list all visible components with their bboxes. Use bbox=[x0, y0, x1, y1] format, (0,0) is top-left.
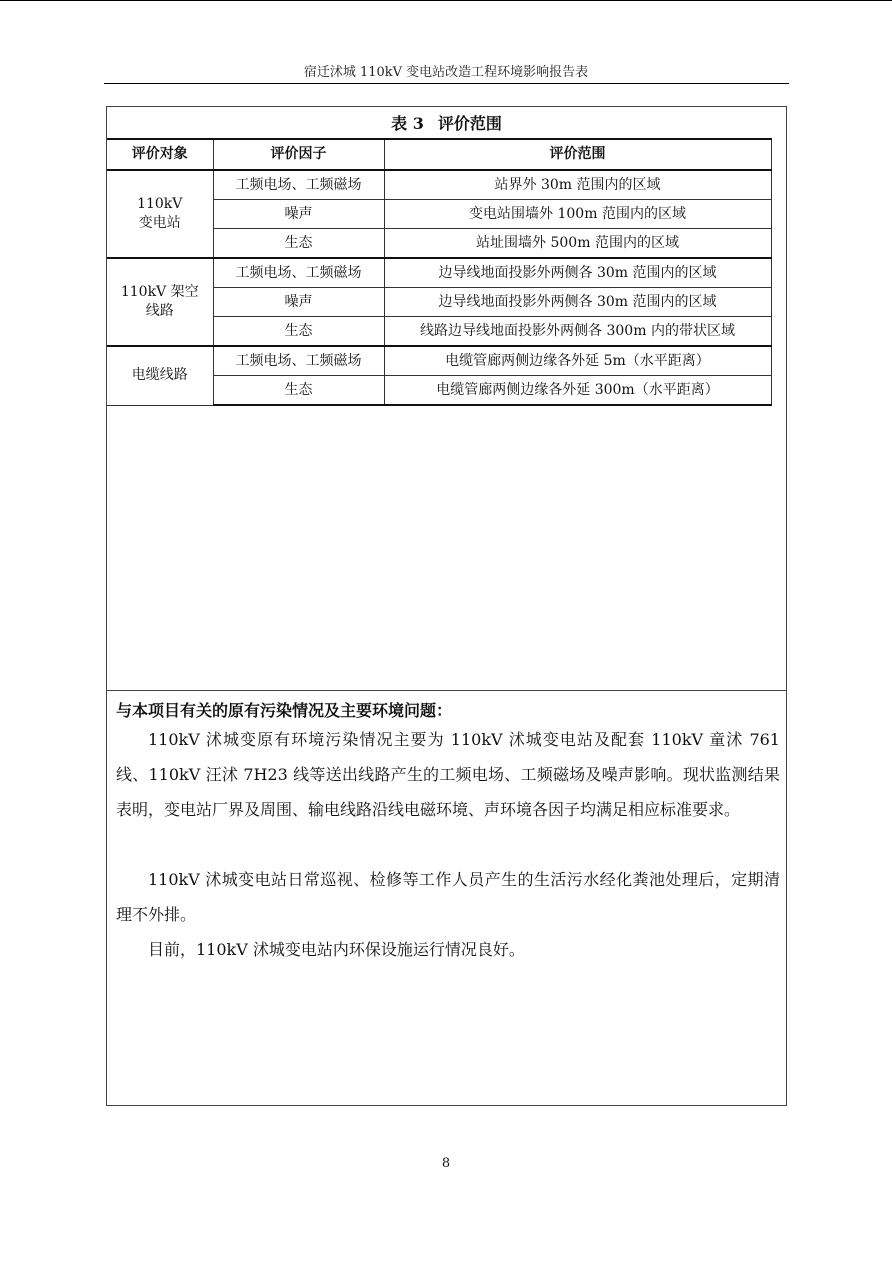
range-cell: 线路边导线地面投影外两侧各 300m 内的带状区域 bbox=[384, 317, 771, 347]
factor-cell: 生态 bbox=[213, 376, 384, 406]
factor-cell: 工频电场、工频磁场 bbox=[213, 258, 384, 288]
factor-cell: 工频电场、工频磁场 bbox=[213, 170, 384, 200]
body-paragraph-2: 110kV 沭城变电站日常巡视、检修等工作人员产生的生活污水经化粪池处理后，定期清理不外排。 bbox=[116, 870, 780, 924]
range-cell: 站界外 30m 范围内的区域 bbox=[384, 170, 771, 200]
range-cell: 电缆管廊两侧边缘各外延 5m（水平距离） bbox=[384, 346, 771, 376]
factor-cell: 生态 bbox=[213, 317, 384, 347]
object-label-line2: 线路 bbox=[145, 303, 174, 319]
column-header-object: 评价对象 bbox=[107, 139, 213, 170]
object-label-line2: 变电站 bbox=[138, 215, 181, 231]
evaluation-scope-table bbox=[107, 138, 772, 406]
factor-cell: 噪声 bbox=[213, 200, 384, 229]
table-header-row bbox=[107, 139, 771, 170]
range-cell: 边导线地面投影外两侧各 30m 范围内的区域 bbox=[384, 288, 771, 317]
frame-divider bbox=[106, 690, 787, 691]
object-label-line1: 电缆线路 bbox=[131, 367, 188, 384]
table-row bbox=[107, 170, 771, 200]
table-caption: 评价范围 bbox=[437, 114, 502, 133]
object-cell-substation bbox=[107, 170, 213, 258]
header-rule bbox=[104, 83, 789, 84]
page-top-border bbox=[0, 0, 892, 1]
body-paragraph-1: 110kV 沭城变原有环境污染情况主要为 110kV 沭城变电站及配套 110kV 童沭 761 线、110kV 汪沭 7H23 线等送出线路产生的工频电场、工频磁场及噪声影响。现状监测结果表明，变电站厂界及周围、输电线路沿线电磁环境、声环境各因子均满足相应标准要求。 bbox=[116, 730, 780, 819]
body-paragraph-3: 目前，110kV 沭城变电站内环保设施运行情况良好。 bbox=[148, 940, 525, 959]
page-number: 8 bbox=[441, 1156, 451, 1171]
range-cell: 边导线地面投影外两侧各 30m 范围内的区域 bbox=[384, 258, 771, 288]
factor-cell: 噪声 bbox=[213, 288, 384, 317]
running-header: 宿迁沭城 110kV 变电站改造工程环境影响报告表 bbox=[303, 65, 589, 80]
table-row bbox=[107, 346, 771, 376]
column-header-factor: 评价因子 bbox=[213, 139, 384, 170]
table-title bbox=[106, 112, 787, 136]
range-cell: 变电站围墙外 100m 范围内的区域 bbox=[384, 200, 771, 229]
table-number: 表 3 bbox=[391, 114, 424, 133]
object-cell-overhead-line bbox=[107, 258, 213, 346]
object-cell-cable-line bbox=[107, 346, 213, 405]
factor-cell: 生态 bbox=[213, 229, 384, 259]
range-cell: 站址围墙外 500m 范围内的区域 bbox=[384, 229, 771, 259]
range-cell: 电缆管廊两侧边缘各外延 300m（水平距离） bbox=[384, 376, 771, 406]
column-header-range: 评价范围 bbox=[384, 139, 771, 170]
section-heading: 与本项目有关的原有污染情况及主要环境问题： bbox=[116, 701, 453, 720]
factor-cell: 工频电场、工频磁场 bbox=[213, 346, 384, 376]
table-row bbox=[107, 258, 771, 288]
object-label-line1: 110kV 架空 bbox=[120, 284, 199, 300]
object-label-line1: 110kV bbox=[137, 196, 183, 212]
